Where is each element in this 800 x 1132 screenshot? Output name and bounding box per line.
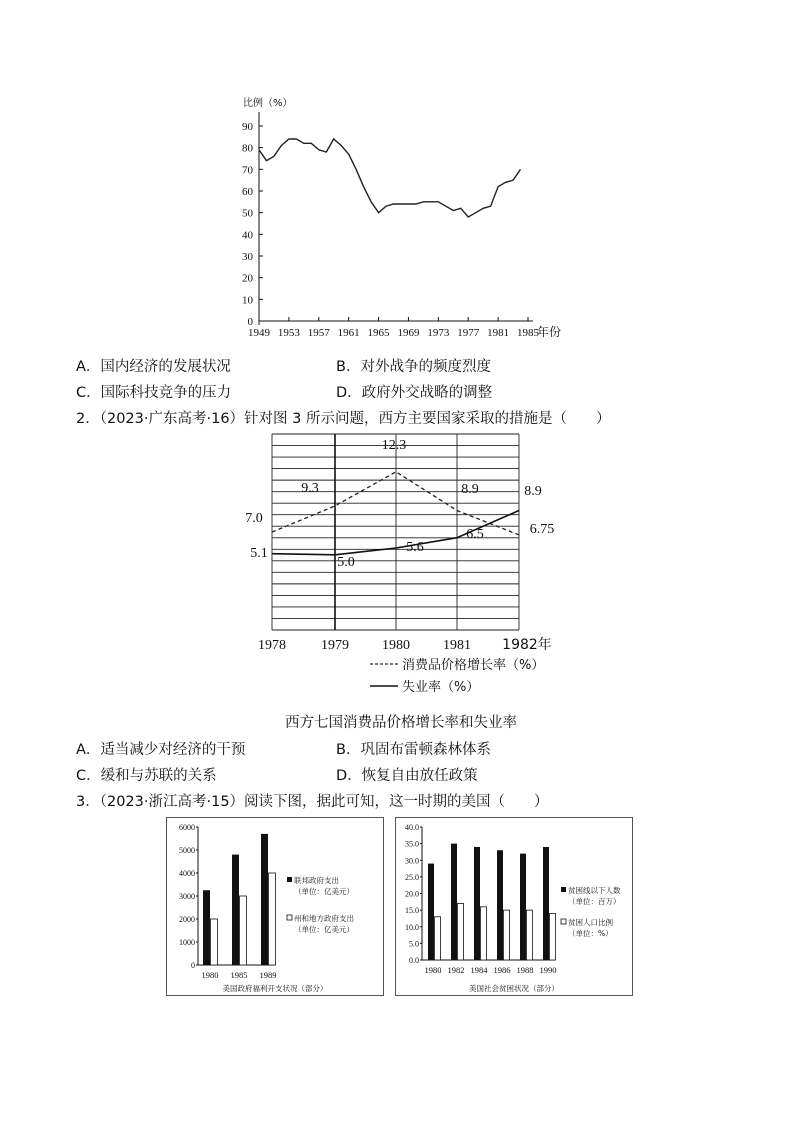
q2-option-b: B．巩固布雷顿森林体系 [336,742,491,758]
q1-option-a: A．国内经济的发展状况 [76,359,231,375]
y-tick-label: 30 [242,251,253,263]
q2-option-d: D．恢复自由放任政策 [336,768,478,784]
y-tick-label: 1000 [179,938,195,947]
price-data-label: 8.9 [461,482,479,497]
legend-state-swatch [287,915,292,920]
y-tick-label: 5.0 [409,939,419,949]
state-local-bar [240,896,247,965]
x-tick-label: 1981 [443,638,471,653]
state-local-bar [211,919,218,965]
x-tick-label: 1982 [447,965,465,975]
poverty-count-bar [497,850,503,960]
ratio-line-chart [0,0,800,345]
price-unemployment-chart [0,425,800,705]
unemployment-data-label: 6.5 [466,527,484,542]
y-tick-label: 6000 [179,823,195,832]
q2-chart-caption: 西方七国消费品价格增长率和失业率 [285,715,517,731]
x-tick-label: 1953 [277,327,300,339]
x-tick-label: 1985 [517,327,539,339]
y-tick-label: 4000 [179,869,195,878]
x-tick-label: 1989 [259,970,277,980]
x-tick-label: 1990 [539,965,557,975]
chart-caption: 美国政府福利开支状况（部分） [222,984,328,993]
y-tick-label: 60 [242,186,253,198]
x-tick-label: 1977 [457,327,480,339]
legend-federal-swatch [287,877,292,882]
price-data-label: 6.75 [529,522,555,537]
x-tick-label: 1988 [516,965,534,975]
legend-rate-swatch [561,919,566,924]
legend-count-label: 贫困线以下人数 [568,886,621,895]
poverty-count-bar [428,864,434,960]
x-tick-label: 1985 [230,970,248,980]
x-tick-label: 1961 [337,327,360,339]
poverty-rate-bar [481,907,487,960]
price-data-label: 12.3 [381,438,407,453]
poverty-bar-chart [395,817,633,997]
y-tick-label: 40 [242,229,253,242]
y-tick-label: 70 [242,164,253,177]
x-tick-label: 1949 [248,327,270,339]
chart-caption: 美国社会贫困状况（部分） [469,984,559,993]
poverty-rate-bar [527,910,533,960]
y-tick-label: 3000 [179,892,195,901]
x-tick-label: 1978 [258,638,286,653]
y-tick-label: 30.0 [405,856,419,866]
poverty-count-bar [543,847,549,960]
q3-stem: 3．（2023·浙江高考·15）阅读下图，据此可知，这一时期的美国（ ） [76,794,549,810]
q1-option-d: D．政府外交战略的调整 [336,385,493,401]
unemployment-data-label: 5.1 [250,546,268,561]
q1-option-b: B．对外战争的频度烈度 [336,359,491,375]
legend-state-unit: （单位：亿美元） [294,925,354,934]
x-tick-label: 1969 [397,327,420,339]
x-tick-label: 1957 [307,327,330,339]
legend-rate-label: 贫困人口比例 [568,918,613,927]
q1-option-c: C．国际科技竞争的压力 [76,385,232,401]
y-tick-label: 90 [242,121,253,133]
x-tick-label: 1982年 [502,637,552,653]
x-tick-label: 1981 [487,327,510,339]
x-tick-label: 1980 [382,638,410,653]
federal-bar [232,855,239,965]
poverty-count-bar [451,844,457,960]
unemployment-data-label: 5.0 [337,555,355,570]
x-tick-label: 1980 [424,965,442,975]
unemployment-data-label: 8.9 [524,484,542,499]
y-tick-label: 50 [242,207,253,220]
legend-count-unit: （单位：百万） [568,897,621,906]
y-tick-label: 20.0 [405,889,419,899]
y-tick-label: 0.0 [409,956,419,965]
legend-dashed-label: 消费品价格增长率（%） [402,658,545,673]
poverty-rate-bar [435,917,441,960]
price-data-label: 9.3 [301,481,319,496]
x-axis-unit: 年份 [537,325,562,339]
ratio-series-line [259,139,521,217]
welfare-spending-bar-chart [166,817,384,997]
poverty-rate-bar [550,913,556,960]
legend-rate-unit: （单位：%） [568,929,613,938]
poverty-rate-bar [504,910,510,960]
x-tick-label: 1986 [493,965,511,975]
x-tick-label: 1980 [201,970,219,980]
q2-option-a: A．适当减少对经济的干预 [76,742,246,758]
y-tick-label: 15.0 [405,906,419,916]
legend-federal-unit: （单位：亿美元） [294,887,354,896]
legend-count-swatch [561,887,566,892]
federal-bar [203,890,210,965]
legend-solid-label: 失业率（%） [402,680,480,695]
y-tick-label: 0 [191,961,195,970]
legend-federal-label: 联邦政府支出 [294,876,339,885]
poverty-count-bar [520,854,526,960]
y-tick-label: 2000 [179,915,195,924]
y-tick-label: 25.0 [405,872,419,882]
y-tick-label: 80 [242,142,253,155]
x-tick-label: 1979 [321,638,349,653]
y-tick-label: 40.0 [405,823,419,832]
state-local-bar [269,873,276,965]
y-tick-label: 0 [247,316,253,328]
poverty-count-bar [474,847,480,960]
x-tick-label: 1973 [427,327,450,339]
y-tick-label: 20 [242,272,253,285]
legend-state-label: 州和地方政府支出 [294,914,354,923]
y-tick-label: 35.0 [405,839,419,849]
poverty-rate-bar [458,903,464,960]
y-axis-label: 比例（%） [243,98,293,109]
y-tick-label: 5000 [179,846,195,855]
x-tick-label: 1965 [367,327,390,339]
y-tick-label: 10.0 [405,922,419,932]
federal-bar [261,834,268,965]
unemployment-data-label: 5.6 [406,540,424,555]
y-tick-label: 10 [242,294,253,307]
q2-stem: 2．（2023·广东高考·16）针对图 3 所示问题，西方主要国家采取的措施是（ ） [76,411,611,427]
q2-option-c: C．缓和与苏联的关系 [76,768,217,784]
x-tick-label: 1984 [470,965,488,975]
price-data-label: 7.0 [245,511,263,526]
